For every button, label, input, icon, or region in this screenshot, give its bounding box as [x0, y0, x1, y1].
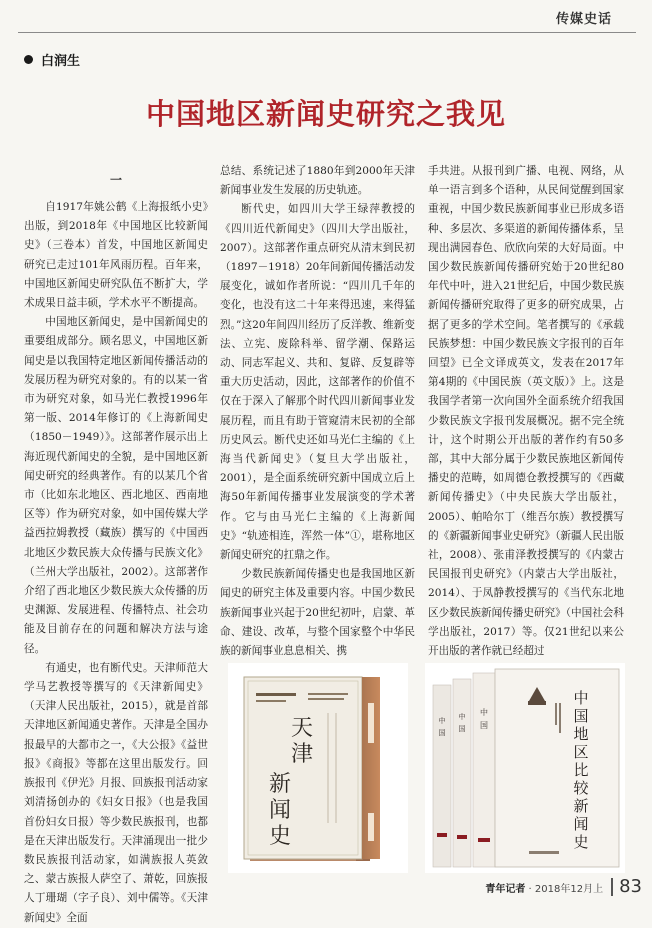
svg-text:新: 新 [573, 797, 589, 815]
magazine-name: 青年记者 [485, 883, 526, 895]
svg-text:国: 国 [573, 707, 589, 725]
author-name: 白润生 [41, 54, 81, 69]
paragraph: 手共进。从报刊到广播、电视、网络，从单一语言到多个语种，从民间觉醒到国家重视，中国少数民族新闻事业已形成多语种、多层次、多渠道的新闻传播体系，呈现出满园春色、欣欣向荣的大好局面。中国少数民族新闻传播研究始于20世纪80年代中叶，进入21世纪后，中国少数民族新闻传播研究取得了更多的研究成果，占据了更多的学术空间。笔者撰写的《承载民族梦想：中国少数民族文字报刊的百年回望》已全文译成英文，发表在2017年第4期的《中国民族（英文版）》上。这是我国学者第一次向国外全面系统介绍我国少数民族文字报刊发展概况。据不完全统计，这个时期公开出版的著作约有50多部，其中大部分属于少数民族地区新闻传播史的范畴，如周德仓教授撰写的《西藏新闻传播史》（中央民族大学出版社，2005）、帕哈尔丁（维吾尔族）教授撰写的《新疆新闻事业史研究》（新疆人民出版社，2008）、张甫泽教授撰写的《内蒙古民国报刊史研究》（内蒙古大学出版社，2014）、于凤静教授撰写的《当代东北地区少数民族新闻传播史研究》（中国社会科学出版社，2017）等。仅21世纪以来公开出版的著作就已经超过 [428, 165, 624, 658]
book1-title-char: 史 [268, 824, 292, 849]
book1-title-char: 津 [290, 742, 314, 767]
svg-text:较: 较 [573, 779, 589, 797]
page-number: 83 [611, 878, 642, 896]
book1-title-char: 闻 [268, 798, 292, 823]
paragraph: 有通史，也有断代史。天津师范大学马艺教授等撰写的《天津新闻史》（天津人民出版社，2015），就是首部天津地区新闻通史著作。天津是全国办报最早的大都市之一，《大公报》《益世报》《商报》等都在这里出版发行。回族报刊《伊光》月报、回族报刊活动家刘清扬创办的《妇女日报》（也是我国首份妇女日报）等少数民族报刊，也都是在天津出版发行。天津涌现出一批少数民族报刊活动家，如满族报人英敛之、蒙古族报人萨空了、萧乾，回族报人丁珊瑚（字子良）、刘中儒等。《天津新闻史》全面 [24, 661, 208, 924]
page-footer [485, 878, 642, 896]
svg-text:中: 中 [573, 689, 589, 707]
footer-magazine [485, 880, 603, 895]
book2-spine-text: 国 [458, 725, 466, 733]
text-column-3 [428, 162, 624, 661]
svg-text:比: 比 [573, 761, 589, 779]
paragraph: 少数民族新闻传播史也是我国地区新闻史的研究主体及重要内容。中国少数民族新闻事业兴起于20世纪初叶，启蒙、革命、建设、改革，与整个国家整个中华民族的新闻事业息息相关、携 [220, 568, 415, 658]
book-cover-tianjin-news-history [228, 663, 408, 873]
book2-spine-text: 中 [438, 717, 446, 725]
paragraph: 总结、系统记述了1880年到2000年天津新闻事业发生发展的历史轨迹。 [220, 165, 415, 197]
book-cover-comparative-regional-news-history [425, 663, 625, 873]
book1-title-char: 天 [290, 716, 314, 741]
svg-text:闻: 闻 [573, 815, 589, 833]
text-column-2 [220, 162, 415, 661]
article-title: 中国地区新闻史研究之我见 [145, 97, 506, 131]
book2-spine-text: 中 [458, 713, 466, 721]
book2-spine-text: 中 [480, 708, 488, 717]
paragraph: 中国地区新闻史，是中国新闻史的重要组成部分。顾名思义，中国地区新闻史是以我国特定地区新闻传播活动的发展历程为研究对象的。有的以某一省市为研究对象，如马光仁教授1996年第一版、2014年修订的《上海新闻史（1850－1949）》。这部著作展示出上海近现代新闻史的全貌，是中国地区新闻史研究的经典著作。有的以某几个省市（比如东北地区、西北地区、西南地区等）作为研究对象，如中国传媒大学益西拉姆教授（藏族）撰写的《中国西北地区少数民族大众传播与民族文化》（兰州大学出版社，2002）。这部著作介绍了西北地区少数民族大众传播的历史渊源、发展进程、传播特点、社会功能及目前存在的问题和解决方法与途径。 [24, 316, 208, 655]
bullet-icon [24, 55, 33, 64]
paragraph: 自1917年姚公鹤《上海报纸小史》出版，到2018年《中国地区比较新闻史》（三卷本）首发，中国地区新闻史研究已走过101年风雨历程。百年来，中国地区新闻史研究队伍不断扩大，学术成果日益丰硕，学术水平不断提高。 [24, 201, 208, 310]
issue-date: 2018年12月上 [534, 883, 604, 895]
svg-text:史: 史 [573, 833, 589, 851]
svg-text:地: 地 [573, 725, 589, 743]
book1-title-char: 新 [268, 772, 292, 797]
author-line [24, 50, 80, 69]
book2-title-vertical [573, 689, 589, 851]
book2-spine-text: 国 [480, 721, 488, 730]
section-number: 一 [109, 173, 122, 187]
dot-separator: · [528, 883, 532, 895]
column-tag: 传媒史话 [555, 12, 612, 27]
book2-spine-text: 国 [438, 729, 446, 737]
text-column-1 [24, 162, 208, 928]
svg-text:区: 区 [573, 743, 589, 761]
header-divider [18, 32, 636, 33]
paragraph: 断代史，如四川大学王绿萍教授的《四川近代新闻史》（四川大学出版社，2007）。这部著作重点研究从清末到民初（1897－1918）20年间新闻传播活动发展变化，诚如作者所说：“四川几千年的变化，也没有这二十年来得迅速，来得猛烈。”这20年间四川经历了反洋教、维新变法、立宪、废除科举、留学潮、保路运动、同志军起义、共和、复辟、反复辟等重大历史活动，因此，这部著作的价值不仅在于深入了解那个时代四川新闻事业发展历程，而且有助于管窥清末民初的全部历史风云。断代史还如马光仁主编的《上海当代新闻史》（复旦大学出版社，2001），是全面系统研究新中国成立后上海50年新闻传播事业发展演变的学术著作。它与由马光仁主编的《上海新闻史》“轨迹相连，浑然一体”①，堪称地区新闻史研究的扛鼎之作。 [220, 203, 415, 562]
